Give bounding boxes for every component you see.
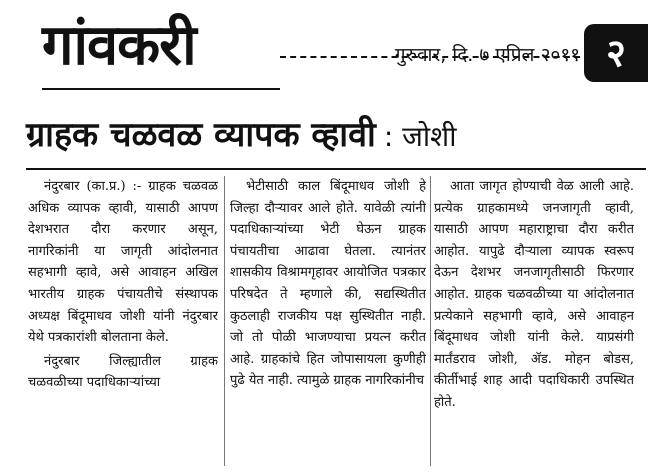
column-divider	[224, 176, 225, 466]
article-column-1	[28, 176, 218, 472]
issue-date: गुरुवार, दि. ७ एप्रिल २०११	[394, 44, 580, 66]
article-column-2	[230, 176, 426, 472]
newspaper-name: गांवकरी	[42, 13, 196, 78]
article-paragraph: भेटीसाठी काल बिंदूमाधव जोशी हे जिल्हा दौऱ्यावर आले होते. यावेळी त्यांनी पदाधिकाऱ्यांच्या भेटी घेऊन ग्राहक पंचायतीचा आढावा घेतला. त्यानंतर शासकीय विश्रामगृहावर आयोजित पत्रकार परिषदेत ते म्हणाले की, सद्यस्थितीत कुठलाही राजकीय पक्ष सुस्थितीत नाही. जो तो पोळी भाजण्याचा प्रयत्न करीत आहे. ग्राहकांचे हित जोपासायला कुणीही पुढे येत नाही. त्यामुळे ग्राहक नागरिकांनीच	[230, 179, 426, 389]
headline-text: ग्राहक चळवळ व्यापक व्हावी	[26, 115, 376, 155]
article-paragraph: आता जागृत होण्याची वेळ आली आहे. प्रत्येक ग्राहकामध्ये जनजागृती व्हावी, यासाठी आपण महाराष्ट्राचा दौरा करीत आहोत. यापुढे दौऱ्याला व्यापक स्वरूप देऊन देशभर जनजागृतीसाठी फिरणार आहोत. ग्राहक चळवळीच्या या आंदोलनात प्रत्येकाने सहभागी व्हावे, असे आवाहन बिंदूमाधव जोशी यांनी केले. याप्रसंगी मार्तंडराव जोशी, ॲड. मोहन बोडस, कीर्तीभाई शाह आदी पदाधिकारी उपस्थित होते.	[434, 179, 634, 410]
masthead	[0, 0, 667, 106]
article-paragraph: नंदुरबार जिल्ह्यातील ग्राहक चळवळीच्या पदाधिकाऱ्यांच्या	[28, 353, 218, 391]
article-headline	[26, 108, 646, 162]
headline-rule	[26, 168, 646, 170]
column-divider	[430, 176, 431, 466]
page-number-badge: २	[584, 24, 648, 82]
headline-byline: : जोशी	[383, 120, 457, 153]
article-paragraph: नंदुरबार (का.प्र.) :- ग्राहक चळवळ अधिक व्यापक व्हावी, यासाठी आपण देशभरात दौरा करणार असून, नागरिकांनी या जागृती आंदोलनात सहभागी व्हावे, असे आवाहन अखिल भारतीय ग्राहक पंचायतीचे संस्थापक अध्यक्ष बिंदूमाधव जोशी यांनी नंदुरबार येथे पत्रकारांशी बोलताना केले.	[28, 179, 218, 346]
newspaper-name-underline	[42, 88, 280, 90]
article-column-3	[434, 176, 634, 472]
